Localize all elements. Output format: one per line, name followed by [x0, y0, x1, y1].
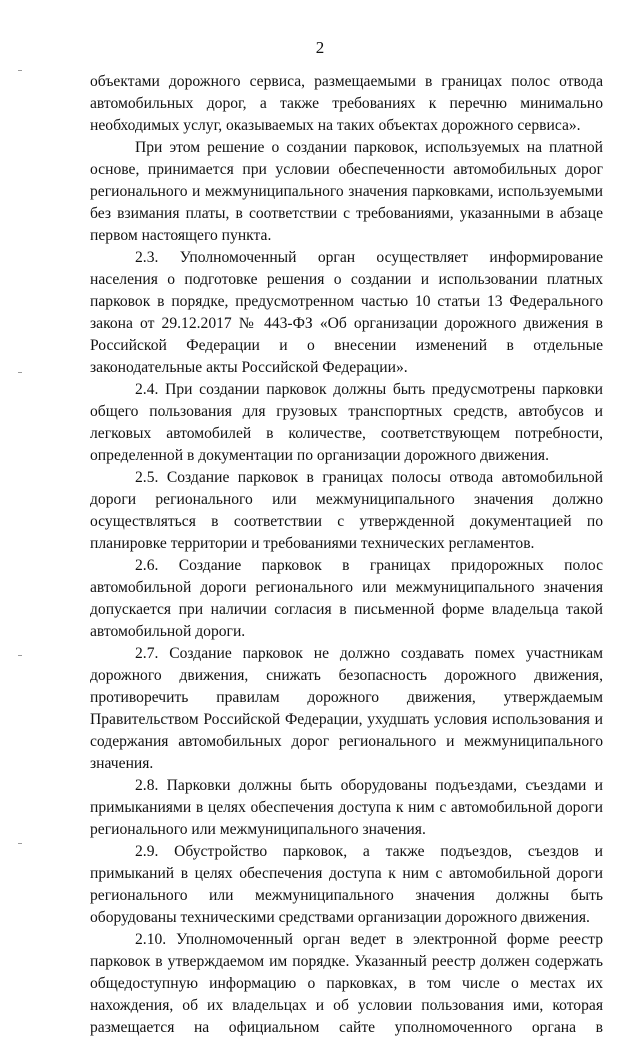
clause-2-10: 2.10. Уполномоченный орган ведет в электронной форме реестр парковок в утверждаемом им порядке. Указанный реестр должен содержать общедоступную информацию о парковках, в том числе о местах их нахождения, об их владельцах и об условии пользования ими, которая размещается на официальном сайте уполномоченного органа в — [90, 931, 603, 1036]
clause-2-9: 2.9. Обустройство парковок, а также подъездов, съездов и примыканий в целях обеспечения доступа к ним с автомобильной дороги регионального или межмуниципального значения должны быть оборудованы техническими средствами организации дорожного движения. — [90, 843, 603, 926]
scan-mark — [18, 655, 22, 656]
clause-2-8: 2.8. Парковки должны быть оборудованы подъездами, съездами и примыканиями в целях обеспечения доступа к ним с автомобильной дороги регионального или межмуниципального значения. — [90, 777, 603, 838]
clause-2-6: 2.6. Создание парковок в границах придорожных полос автомобильной дороги регионального или межмуниципального значения допускается при наличии согласия в письменной форме владельца такой автомобильной дороги. — [90, 557, 603, 640]
paragraph-free-parking-condition: При этом решение о создании парковок, используемых на платной основе, принимается при условии обеспеченности автомобильных дорог регионального и межмуниципального значения парковками, используемыми без взимания платы, в соответствии с требованиями, указанными в абзаце первом настоящего пункта. — [90, 139, 603, 244]
scan-mark — [18, 372, 22, 373]
clause-2-4: 2.4. При создании парковок должны быть предусмотрены парковки общего пользования для грузовых транспортных средств, автобусов и легковых автомобилей в количестве, соответствующем потребности, определенной в документации по организации дорожного движения. — [90, 381, 603, 464]
document-body — [90, 71, 603, 1039]
scan-mark — [18, 70, 22, 71]
clause-2-7: 2.7. Создание парковок не должно создавать помех участникам дорожного движения, снижать безопасность дорожного движения, противоречить правилам дорожного движения, утверждаемым Правительством Российской Федерации, ухудшать условия использования и содержания автомобильных дорог регионального и межмуниципального значения. — [90, 645, 603, 772]
page-number: 2 — [315, 38, 325, 57]
clause-2-5: 2.5. Создание парковок в границах полосы отвода автомобильной дороги регионального или межмуниципального значения должно осуществляться в соответствии с утвержденной документацией по планировке территории и требованиями технических регламентов. — [90, 469, 603, 552]
scan-mark — [18, 843, 22, 844]
clause-2-3: 2.3. Уполномоченный орган осуществляет информирование населения о подготовке решения о создании и использовании платных парковок в порядке, предусмотренном частью 10 статьи 13 Федерального закона от 29.12.2017 № 443-ФЗ «Об организации дорожного движения в Российской Федерации и о внесении изменений в отдельные законодательные акты Российской Федерации». — [90, 249, 603, 376]
paragraph-continuation: объектами дорожного сервиса, размещаемыми в границах полос отвода автомобильных дорог, а также требованиях к перечню минимально необходимых услуг, оказываемых на таких объектах дорожного сервиса». — [90, 73, 603, 134]
